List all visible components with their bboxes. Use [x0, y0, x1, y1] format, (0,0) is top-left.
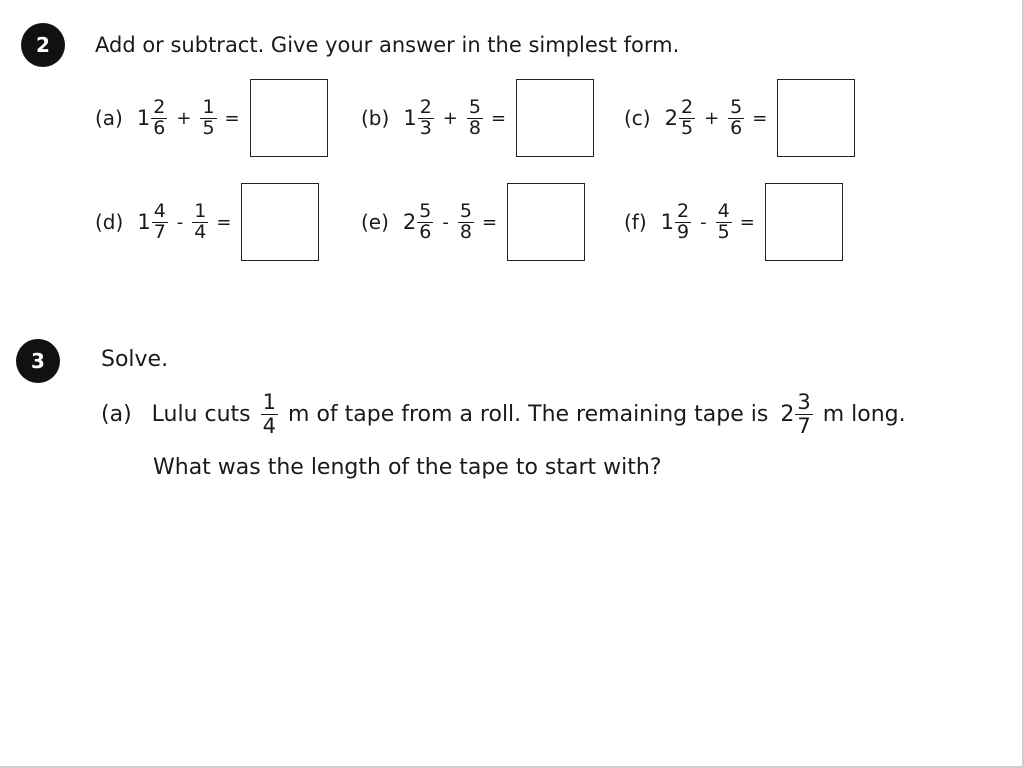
fraction-numerator: 5 — [459, 199, 472, 222]
fraction — [192, 199, 208, 243]
problem-c — [624, 77, 855, 159]
problem-a — [95, 77, 328, 159]
answer-box-b[interactable] — [516, 79, 594, 157]
question-2-number: 2 — [36, 33, 50, 57]
question-3a-line-1 — [101, 384, 906, 444]
equals-sign: = — [490, 107, 507, 129]
mixed-whole: 2 — [664, 106, 678, 130]
fraction — [418, 95, 434, 139]
fraction-denominator: 5 — [202, 116, 215, 139]
operator: + — [704, 107, 720, 129]
fraction-one-quarter — [261, 391, 278, 436]
answer-box-e[interactable] — [507, 183, 585, 261]
answer-box-f[interactable] — [765, 183, 843, 261]
fraction-denominator: 5 — [717, 220, 730, 243]
fraction-numerator: 4 — [717, 199, 730, 222]
mixed-whole: 1 — [403, 106, 417, 130]
equals-sign: = — [481, 211, 498, 233]
fraction — [679, 95, 695, 139]
fraction-numerator: 5 — [419, 199, 432, 222]
question-3-number: 3 — [31, 349, 45, 373]
problem-e — [361, 181, 585, 263]
fraction — [458, 199, 474, 243]
mixed-number — [136, 95, 167, 139]
problem-f — [624, 181, 843, 263]
mixed-number — [664, 95, 695, 139]
mixed-number — [660, 199, 691, 243]
mixed-number — [403, 95, 433, 139]
question-3a-text-1: Lulu cuts — [151, 401, 251, 427]
fraction-denominator: 3 — [419, 116, 432, 139]
mixed-whole: 2 — [780, 401, 795, 427]
question-2-instruction: Add or subtract. Give your answer in the simplest form. — [95, 33, 680, 57]
problem-label: (d) — [95, 210, 124, 234]
fraction-numerator: 2 — [677, 199, 690, 222]
fraction-denominator: 6 — [153, 116, 166, 139]
problem-label: (f) — [624, 210, 647, 234]
mixed-number — [137, 199, 167, 243]
fraction-denominator: 7 — [153, 220, 166, 243]
mixed-whole: 1 — [136, 106, 151, 130]
fraction — [675, 199, 691, 243]
answer-box-d[interactable] — [241, 183, 319, 261]
equals-sign: = — [739, 211, 755, 233]
equals-sign: = — [224, 107, 240, 129]
question-2-badge — [21, 23, 65, 67]
operator: - — [700, 211, 707, 233]
mixed-whole: 1 — [660, 210, 675, 234]
fraction-denominator: 9 — [677, 220, 690, 243]
problem-label: (b) — [361, 106, 390, 130]
fraction — [200, 95, 216, 139]
fraction-denominator: 8 — [468, 116, 481, 139]
fraction-denominator: 6 — [730, 116, 743, 139]
question-3-badge — [16, 339, 60, 383]
problem-b — [361, 77, 594, 159]
mixed-whole: 1 — [137, 210, 151, 234]
fraction — [728, 95, 744, 139]
question-3a-text-3: m long. — [822, 401, 906, 427]
operator: + — [176, 107, 192, 129]
fraction-denominator: 4 — [194, 220, 207, 243]
mixed-number — [402, 199, 433, 243]
question-3a-line-2: What was the length of the tape to start with? — [153, 455, 662, 480]
fraction-numerator: 2 — [680, 95, 694, 118]
fraction — [417, 199, 433, 243]
question-3a-text-2: m of tape from a roll. The remaining tape is — [288, 401, 769, 427]
fraction-denominator: 7 — [797, 413, 811, 438]
fraction-numerator: 1 — [194, 199, 207, 222]
operator: - — [176, 211, 184, 233]
fraction-denominator: 5 — [680, 116, 694, 139]
mixed-whole: 2 — [402, 210, 417, 234]
fraction — [152, 199, 168, 243]
fraction — [467, 95, 483, 139]
operator: + — [442, 107, 458, 129]
fraction-denominator: 8 — [459, 220, 472, 243]
fraction-numerator: 2 — [153, 95, 166, 118]
fraction-numerator: 3 — [797, 390, 811, 415]
fraction-denominator: 6 — [419, 220, 432, 243]
problem-label: (e) — [361, 210, 389, 234]
fraction — [151, 95, 167, 139]
fraction — [716, 199, 732, 243]
fraction-numerator: 4 — [153, 199, 166, 222]
question-3-instruction: Solve. — [101, 347, 169, 372]
fraction-numerator: 2 — [419, 95, 432, 118]
problem-label: (a) — [95, 106, 123, 130]
fraction-denominator: 4 — [262, 413, 277, 438]
answer-box-c[interactable] — [777, 79, 855, 157]
operator: - — [442, 211, 449, 233]
fraction-numerator: 5 — [468, 95, 481, 118]
problem-d — [95, 181, 319, 263]
fraction-numerator: 1 — [202, 95, 215, 118]
problem-label: (c) — [624, 106, 651, 130]
answer-box-a[interactable] — [250, 79, 328, 157]
equals-sign: = — [216, 211, 232, 233]
question-3a-label: (a) — [101, 401, 132, 427]
equals-sign: = — [752, 107, 768, 129]
fraction-numerator: 5 — [730, 95, 743, 118]
mixed-number-two-three-sevenths — [780, 391, 812, 436]
fraction-numerator: 1 — [262, 390, 277, 415]
